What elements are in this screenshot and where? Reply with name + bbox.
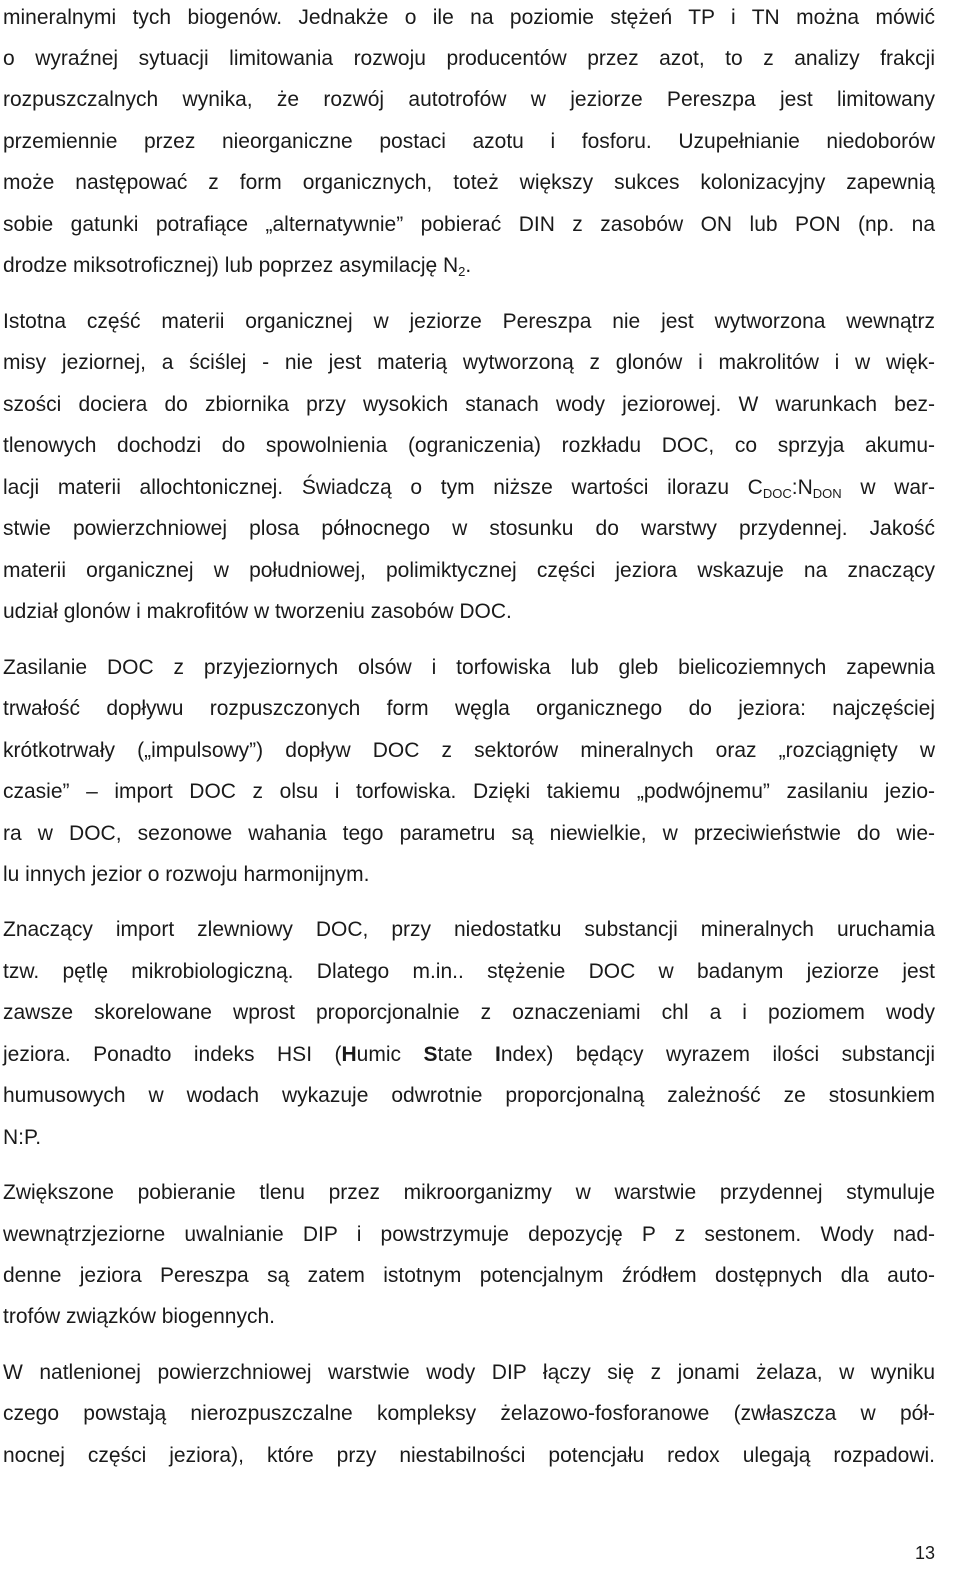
- text-run: w war-: [841, 476, 935, 499]
- subscript: 2: [458, 264, 466, 279]
- text-run: lacji materii allochtonicznej. Świadczą o tym niższe wartości ilorazu C: [3, 476, 763, 499]
- text-line: może następować z form organicznych, toteż większy sukces kolonizacyjny zapewnią: [3, 171, 935, 194]
- text-line: stwie powierzchniowej plosa północnego w stosunku do warstwy przydennej. Jakość: [3, 517, 935, 540]
- text-line: rozpuszczalnych wynika, że rozwój autotrofów w jeziorze Pereszpa jest limitowany: [3, 88, 935, 111]
- text-line: Zasilanie DOC z przyjeziornych olsów i torfowiska lub gleb bielicoziemnych zapewnia: [3, 656, 935, 679]
- text-line: nocnej części jeziora), które przy niestabilności potencjału redox ulegają rozpadowi.: [3, 1444, 935, 1467]
- text-line: udział glonów i makrofitów w tworzeniu zasobów DOC.: [3, 600, 512, 623]
- subscript: DON: [812, 486, 842, 501]
- text-run: drodze miksotroficznej) lub poprzez asymilację N: [3, 254, 459, 277]
- text-line: trofów związków biogennych.: [3, 1305, 275, 1328]
- text-line: Znaczący import zlewniowy DOC, przy niedostatku substancji mineralnych uruchamia: [3, 918, 935, 941]
- text-line: ra w DOC, sezonowe wahania tego parametru są niewielkie, w przeciwieństwie do wie-: [3, 822, 935, 845]
- text-line: przemiennie przez nieorganiczne postaci azotu i fosforu. Uzupełnianie niedoborów: [3, 130, 935, 153]
- bold-letter: I: [494, 1043, 501, 1066]
- text-line: tzw. pętlę mikrobiologiczną. Dlatego m.in.. stężenie DOC w badanym jeziorze jest: [3, 960, 935, 983]
- text-line: wewnątrzjeziorne uwalnianie DIP i powstrzymuje depozycję P z sestonem. Wody nad-: [3, 1223, 935, 1246]
- text-run: :N: [791, 476, 813, 499]
- text-line: tlenowych dochodzi do spowolnienia (ograniczenia) rozkładu DOC, co sprzyja akumu-: [3, 434, 935, 457]
- text-line: szości dociera do zbiornika przy wysokich stanach wody jeziorowej. W warunkach bez-: [3, 393, 935, 416]
- text-line: N:P.: [3, 1126, 42, 1149]
- text-line: trwałość dopływu rozpuszczonych form węgla organicznego do jeziora: najczęściej: [3, 697, 935, 720]
- text-line: Zwiększone pobieranie tlenu przez mikroorganizmy w warstwie przydennej stymuluje: [3, 1181, 935, 1204]
- text-run: jeziora. Ponadto indeks HSI (: [3, 1043, 342, 1066]
- text-line: materii organicznej w południowej, polimiktycznej części jeziora wskazuje na znaczący: [3, 559, 935, 582]
- bold-letter: S: [423, 1043, 438, 1066]
- page-number: 13: [914, 1543, 935, 1563]
- text-run: ndex) będący wyrazem ilości substancji: [500, 1043, 935, 1066]
- text-line: [3, 252, 935, 280]
- text-line: mineralnymi tych biogenów. Jednakże o ile na poziomie stężeń TP i TN można mówić: [3, 6, 935, 29]
- text-line: krótkotrwały („impulsowy”) dopływ DOC z sektorów mineralnych oraz „rozciągnięty w: [3, 739, 935, 762]
- text-line: Istotna część materii organicznej w jeziorze Pereszpa nie jest wytworzona wewnątrz: [3, 310, 935, 333]
- text-run: .: [465, 254, 472, 277]
- subscript: DOC: [762, 486, 792, 501]
- text-line: czasie” – import DOC z olsu i torfowiska. Dzięki takiemu „podwójnemu” zasilaniu jezio-: [3, 780, 935, 803]
- bold-letter: H: [341, 1043, 357, 1066]
- text-line: W natlenionej powierzchniowej warstwie wody DIP łączy się z jonami żelaza, w wyniku: [3, 1361, 935, 1384]
- text-line: humusowych w wodach wykazuje odwrotnie proporcjonalną zależność ze stosunkiem: [3, 1084, 935, 1107]
- text-line: [3, 474, 935, 502]
- text-line: denne jeziora Pereszpa są zatem istotnym potencjalnym źródłem dostępnych dla auto-: [3, 1264, 935, 1287]
- text-line: sobie gatunki potrafiące „alternatywnie” pobierać DIN z zasobów ON lub PON (np. na: [3, 213, 935, 236]
- text-line: zawsze skorelowane wprost proporcjonalnie z oznaczeniami chl a i poziomem wody: [3, 1001, 935, 1024]
- text-run: tate: [437, 1043, 495, 1066]
- text-line: czego powstają nierozpuszczalne kompleksy żelazowo-fosforanowe (zwłaszcza w pół-: [3, 1402, 935, 1425]
- text-line: o wyraźnej sytuacji limitowania rozwoju producentów przez azot, to z analizy frakcji: [3, 47, 935, 70]
- text-line: lu innych jezior o rozwoju harmonijnym.: [3, 863, 370, 886]
- text-line: misy jeziornej, a ściślej - nie jest materią wytworzoną z glonów i makrolitów i w więk-: [3, 351, 935, 374]
- text-line: [3, 1041, 935, 1069]
- text-run: umic: [356, 1043, 424, 1066]
